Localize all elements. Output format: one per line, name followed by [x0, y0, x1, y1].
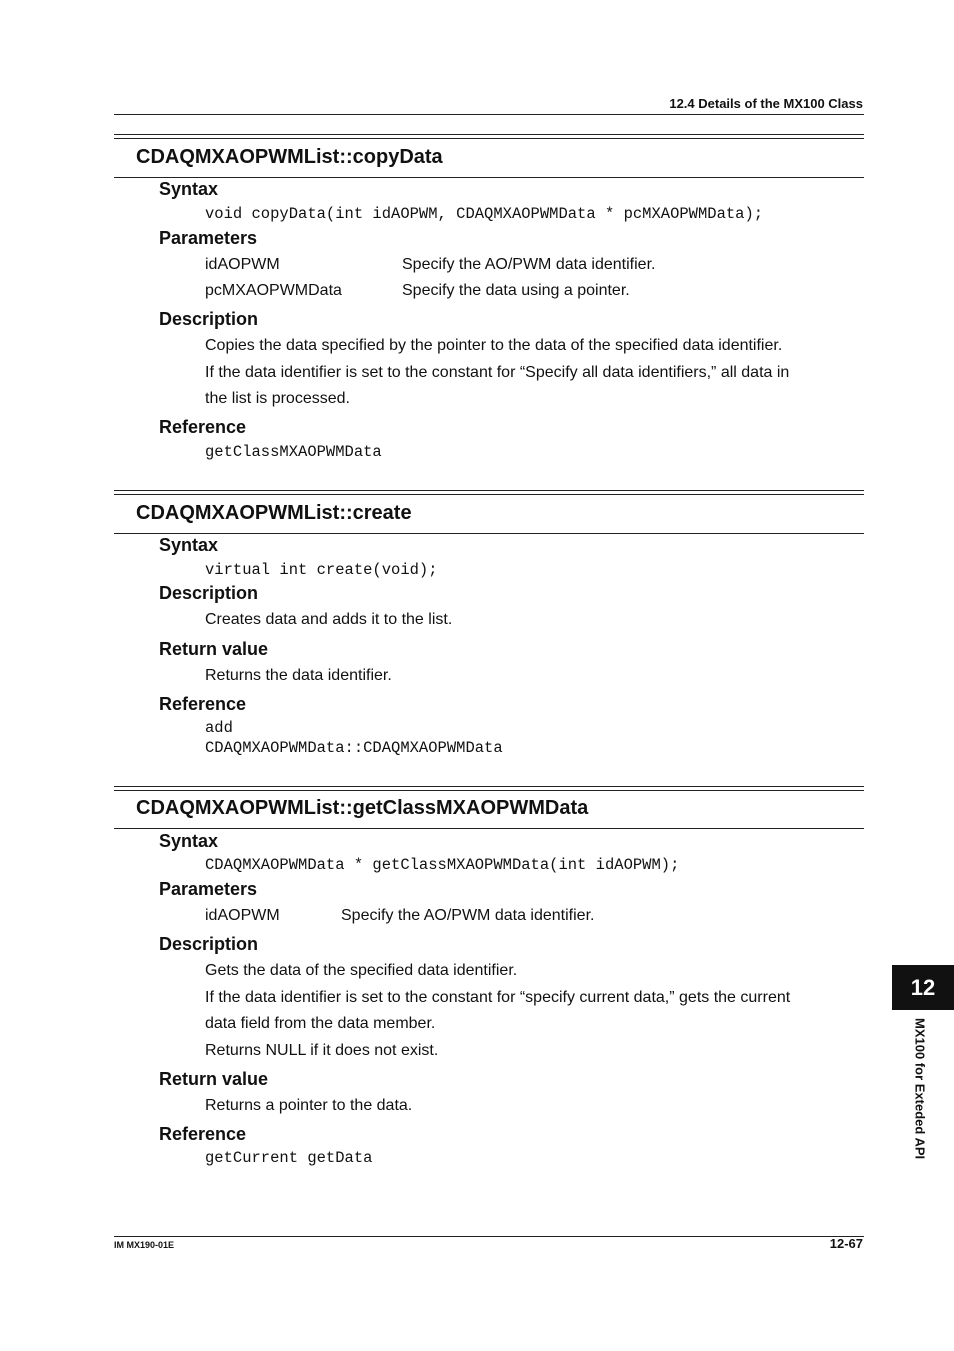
section-rule-top: [114, 790, 864, 791]
section-title: CDAQMXAOPWMList::getClassMXAOPWMData: [136, 797, 589, 819]
description-heading: Description: [159, 934, 259, 954]
section-rule-top: [114, 490, 864, 491]
description-line: data field from the data member.: [205, 1015, 436, 1032]
description-line: Copies the data specified by the pointer to the data of the specified data identifier.: [205, 337, 783, 354]
reference-heading: Reference: [159, 694, 247, 714]
reference-code: getClassMXAOPWMData: [205, 443, 382, 461]
parameter-description: Specify the AO/PWM data identifier.: [402, 256, 656, 273]
return-value-heading: Return value: [159, 639, 269, 659]
section-title-rule: [114, 828, 864, 829]
running-header: 12.4 Details of the MX100 Class: [669, 96, 863, 111]
footer-rule: [114, 1236, 864, 1237]
reference-code: getCurrent getData: [205, 1149, 373, 1167]
return-value-heading: Return value: [159, 1069, 269, 1089]
chapter-tab-number: 12: [892, 965, 954, 1010]
section-title: CDAQMXAOPWMList::create: [136, 502, 412, 524]
description-line: Returns NULL if it does not exist.: [205, 1042, 439, 1059]
description-line: If the data identifier is set to the constant for “specify current data,” gets the current: [205, 989, 791, 1006]
reference-heading: Reference: [159, 417, 247, 437]
description-line: If the data identifier is set to the constant for “Specify all data identifiers,” all data in: [205, 364, 790, 381]
section-rule-top: [114, 134, 864, 135]
reference-code: CDAQMXAOPWMData::CDAQMXAOPWMData: [205, 739, 503, 757]
description-line: Gets the data of the specified data identifier.: [205, 962, 518, 979]
syntax-heading: Syntax: [159, 831, 219, 851]
description-line: Creates data and adds it to the list.: [205, 611, 453, 628]
chapter-tab-label-text: MX100 for Exteded API: [912, 1018, 928, 1160]
chapter-tab-label: [906, 1018, 934, 1178]
parameter-description: Specify the data using a pointer.: [402, 282, 630, 299]
section-title-rule: [114, 177, 864, 178]
syntax-heading: Syntax: [159, 179, 219, 199]
syntax-code: CDAQMXAOPWMData * getClassMXAOPWMData(int idAOPWM);: [205, 856, 680, 874]
parameters-heading: Parameters: [159, 228, 258, 248]
syntax-code: void copyData(int idAOPWM, CDAQMXAOPWMData * pcMXAOPWMData);: [205, 205, 764, 223]
section-rule-top: [114, 786, 864, 787]
syntax-code: virtual int create(void);: [205, 561, 438, 579]
description-line: the list is processed.: [205, 390, 350, 407]
return-value-text: Returns a pointer to the data.: [205, 1097, 413, 1114]
footer-document-id: IM MX190-01E: [114, 1240, 175, 1250]
syntax-heading: Syntax: [159, 535, 219, 555]
reference-code: add: [205, 719, 233, 737]
parameter-name: idAOPWM: [205, 256, 280, 273]
return-value-text: Returns the data identifier.: [205, 667, 392, 684]
description-heading: Description: [159, 309, 259, 329]
footer-page-number: 12-67: [829, 1236, 863, 1251]
reference-heading: Reference: [159, 1124, 247, 1144]
section-rule-top: [114, 138, 864, 139]
parameter-description: Specify the AO/PWM data identifier.: [341, 907, 595, 924]
parameter-name: pcMXAOPWMData: [205, 282, 342, 299]
section-title-rule: [114, 533, 864, 534]
section-title: CDAQMXAOPWMList::copyData: [136, 146, 443, 168]
header-rule: [114, 114, 864, 115]
section-rule-top: [114, 494, 864, 495]
description-heading: Description: [159, 583, 259, 603]
parameter-name: idAOPWM: [205, 907, 280, 924]
parameters-heading: Parameters: [159, 879, 258, 899]
